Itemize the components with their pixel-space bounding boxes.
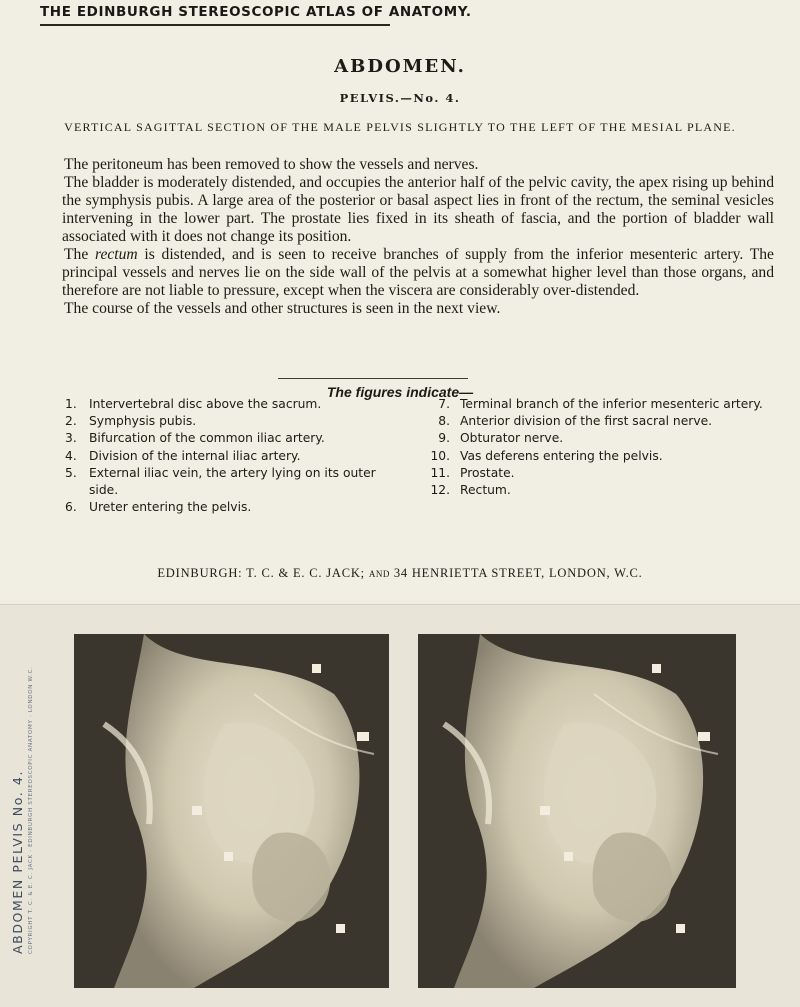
stereo-photo-right [418,634,736,988]
paragraph-1: The peritoneum has been removed to show the vessels and nerves. [64,156,479,173]
running-head: THE EDINBURGH STEREOSCOPIC ATLAS OF ANATOMY. [40,4,472,20]
plate-title: PELVIS.—No. 4. [339,91,461,105]
publisher-address: 34 HENRIETTA STREET, LONDON, W.C. [393,566,643,580]
label-marker [336,924,345,933]
legend-left-column [65,396,400,516]
legend-item: 9. Obturator nerve. [438,431,564,446]
description-text [62,156,774,318]
paragraph-3 [62,246,774,300]
paragraph-2: The bladder is moderately distended, and occupies the anterior half of the pelvic cavity, the apex rising up behind the symphysis pubis. A large area of the posterior or basal aspect lies in front of the rectum, the seminal vesicles intervening in the lower part. The prostate lies fixed in its sheath of fascia, and the portion of bladder wall associated with it does not change its position. [62,174,774,245]
label-marker [564,852,573,861]
card-spine-label [6,622,46,962]
legend-item: 7. Terminal branch of the inferior mesenteric artery. [438,397,763,411]
legend-item: 3. Bifurcation of the common iliac artery. [65,431,325,446]
legend-item: 10. Vas deferens entering the pelvis. [430,448,663,463]
label-marker [540,806,550,815]
plate-subtitle: VERTICAL SAGITTAL SECTION OF THE MALE PELVIS SLIGHTLY TO THE LEFT OF THE MESIAL PLANE. [64,120,736,134]
divider-rule [278,378,468,379]
publisher-imprint [0,566,800,581]
header-rule [40,24,390,26]
label-marker [676,924,685,933]
label-marker [192,806,202,815]
legend-item: 11. Prostate. [430,465,515,480]
legend-item: 4. Division of the internal iliac artery. [65,448,301,463]
legend-item: 6. Ureter entering the pelvis. [65,500,252,515]
legend-item: 8. Anterior division of the first sacral nerve. [438,414,713,429]
label-marker [698,732,710,741]
legend-right-column [430,396,781,499]
label-marker [357,732,369,741]
anatomy-section-image [418,634,736,988]
label-marker [224,852,233,861]
section-title: ABDOMEN. [334,56,466,77]
paragraph-3-rest: is distended, and is seen to receive branches of supply from the inferior mesenteric artery. The principal vessels and nerves lie on the side wall of the pelvis at a somewhat higher level than those organs, and therefore are not liable to pressure, except when the viscera are considerably over-distended. [62,246,774,299]
paragraph-3-emphasis: rectum [94,246,138,263]
stereo-photo-left [74,634,389,988]
paragraph-4: The course of the vessels and other structures is seen in the next view. [64,300,501,317]
publisher-and: AND [368,569,390,579]
legend-heading: The figures indicate— [326,384,474,400]
paragraph-3-start: The [64,246,95,263]
legend-item: 1. Intervertebral disc above the sacrum. [65,397,322,411]
label-marker [312,664,321,673]
legend-item: 2. Symphysis pubis. [65,414,197,429]
label-marker [652,664,661,673]
legend-item: 12. Rectum. [430,483,511,498]
spine-title: ABDOMEN PELVIS No. 4. [10,769,25,954]
publisher-city: EDINBURGH: T. C. & E. C. JACK; [157,566,365,580]
anatomy-section-image [74,634,389,988]
legend-item: 5. External iliac vein, the artery lying on its outer side. [65,465,376,498]
spine-copyright: COPYRIGHT T. C. & E. C. JACK · EDINBURGH STEREOSCOPIC ANATOMY · LONDON W.C. [28,666,34,954]
